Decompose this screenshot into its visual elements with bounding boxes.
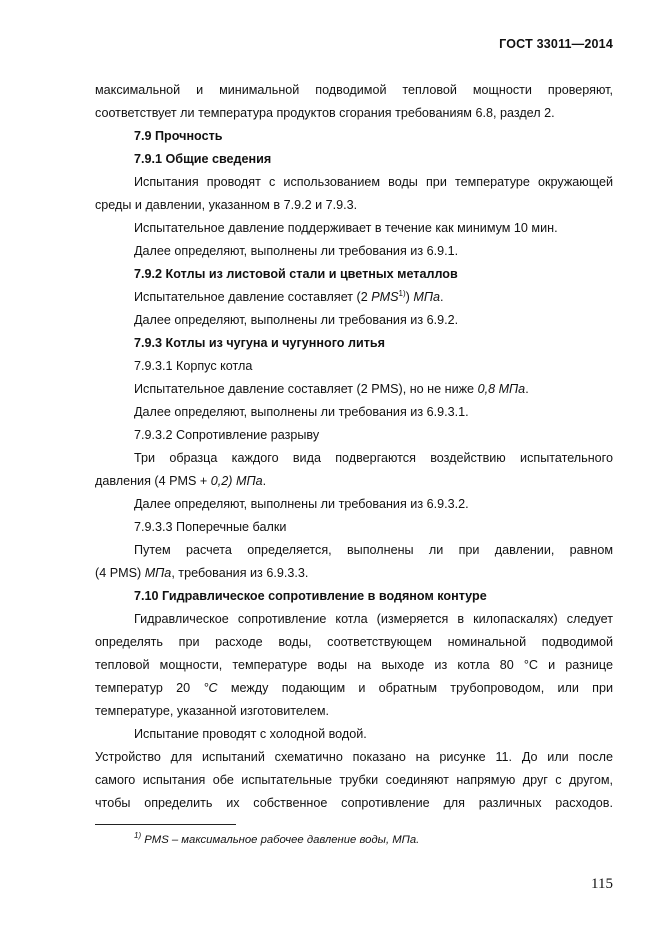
paragraph-line <box>95 470 613 493</box>
text-run: Испытательное давление составляет (2 PMS), но не ниже <box>134 382 478 396</box>
section-heading-7-9: 7.9 Прочность <box>134 129 223 143</box>
section-heading-7-9-1: 7.9.1 Общие сведения <box>134 152 272 166</box>
paragraph-line: тепловой мощности, температуре воды на выходе из котла 80 °С и разнице <box>95 658 613 672</box>
footnote-ref: 1) <box>398 289 406 298</box>
text-run: Испытательное давление составляет (2 <box>134 290 372 304</box>
text-run: МПа <box>144 566 172 580</box>
paragraph-line <box>95 677 613 700</box>
text-run: МПа <box>413 290 440 304</box>
text-run: давления (4 PMS + <box>95 474 211 488</box>
text-run: . <box>525 382 529 396</box>
document-header: ГОСТ 33011—2014 <box>499 37 613 51</box>
paragraph <box>95 286 613 309</box>
paragraph: Далее определяют, выполнены ли требования из 6.9.1. <box>134 244 459 258</box>
paragraph-line: среды и давлении, указанном в 7.9.2 и 7.9.3. <box>95 198 358 212</box>
paragraph-line: определять при расходе воды, соответствующем номинальной подводимой <box>95 635 613 649</box>
paragraph-line <box>95 562 613 585</box>
page-body <box>95 79 613 815</box>
subsection-title: 7.9.3.3 Поперечные балки <box>134 520 287 534</box>
page-number: 115 <box>591 876 613 892</box>
section-heading-7-9-2: 7.9.2 Котлы из листовой стали и цветных металлов <box>134 267 458 281</box>
subsection-title: 7.9.3.2 Сопротивление разрыву <box>134 428 320 442</box>
text-run: . <box>440 290 444 304</box>
paragraph-line: Испытания проводят с использованием воды при температуре окружающей <box>134 175 613 189</box>
text-run: ) <box>405 290 414 304</box>
section-heading-7-10: 7.10 Гидравлическое сопротивление в водяном контуре <box>134 589 487 603</box>
paragraph-line: соответствует ли температура продуктов сгорания требованиям 6.8, раздел 2. <box>95 106 555 120</box>
paragraph-line: чтобы определить их собственное сопротивление для различных расходов. <box>95 796 613 810</box>
paragraph-line: Три образца каждого вида подвергаются воздействию испытательного <box>134 451 613 465</box>
text-run: (4 PMS) <box>95 566 145 580</box>
paragraph: Далее определяют, выполнены ли требования из 6.9.3.1. <box>134 405 469 419</box>
text-run: PMS <box>371 290 399 304</box>
section-heading-7-9-3: 7.9.3 Котлы из чугуна и чугунного литья <box>134 336 385 350</box>
paragraph-line: температуре, указанной изготовителем. <box>95 704 330 718</box>
paragraph <box>95 378 613 401</box>
footnote-divider <box>95 824 236 825</box>
footnote-mark: 1) <box>134 831 142 840</box>
footnote <box>134 831 420 846</box>
text-run: между подающим и обратным трубопроводом, или при <box>217 681 614 695</box>
paragraph: Испытательное давление поддерживает в течение как минимум 10 мин. <box>134 221 558 235</box>
subsection-title: 7.9.3.1 Корпус котла <box>134 359 253 373</box>
text-run: 0,8 МПа <box>477 382 526 396</box>
paragraph: Далее определяют, выполнены ли требования из 6.9.2. <box>134 313 459 327</box>
paragraph-line: Путем расчета определяется, выполнены ли при давлении, равном <box>134 543 613 557</box>
text-run: °С <box>203 681 218 695</box>
text-run: , требования из 6.9.3.3. <box>171 566 309 580</box>
text-run: температур 20 <box>95 681 204 695</box>
footnote-text: PMS – максимальное рабочее давление воды, МПа. <box>141 834 420 846</box>
text-run: . <box>262 474 267 488</box>
text-run: 0,2) МПа <box>210 474 263 488</box>
paragraph-line: максимальной и минимальной подводимой тепловой мощности проверяют, <box>95 83 613 97</box>
paragraph-line: Гидравлическое сопротивление котла (измеряется в килопаскалях) следует <box>134 612 613 626</box>
paragraph-line: самого испытания обе испытательные трубки соединяют напрямую друг с другом, <box>95 773 613 787</box>
paragraph-line: Устройство для испытаний схематично показано на рисунке 11. До или после <box>95 750 613 764</box>
paragraph: Далее определяют, выполнены ли требования из 6.9.3.2. <box>134 497 469 511</box>
paragraph: Испытание проводят с холодной водой. <box>134 727 367 741</box>
